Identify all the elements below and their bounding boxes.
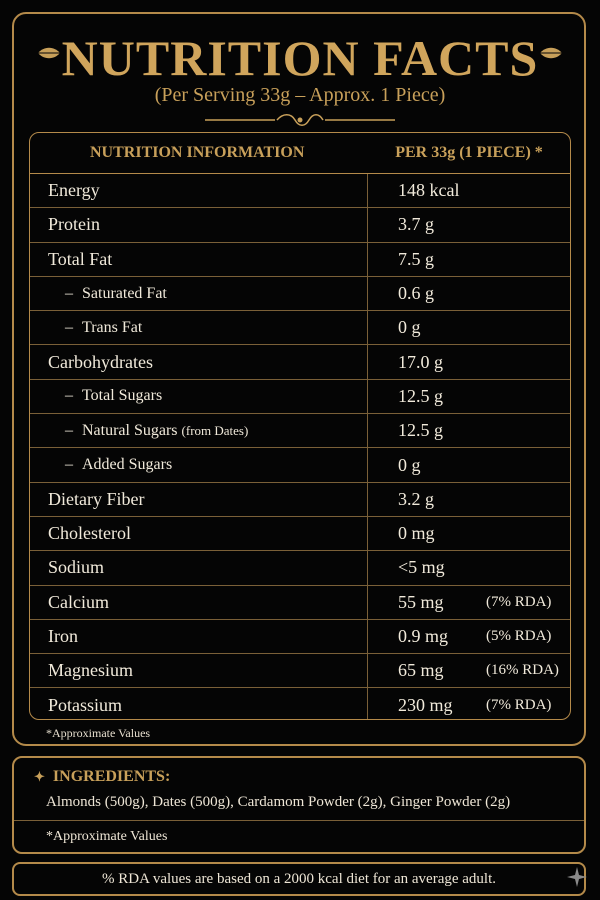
nutrient-value: 148 kcal [398,180,460,201]
table-row [30,620,570,654]
nutrient-name: Saturated Fat [82,284,167,302]
column-header-per-serving: PER 33g (1 PIECE) * [395,144,543,161]
rda-percent: (16% RDA) [486,662,559,679]
table-header [30,133,570,174]
nutrient-value: 0 g [398,317,421,338]
nutrient-value: 7.5 g [398,248,434,269]
ingredients-heading-row [34,768,170,786]
rda-percent: (7% RDA) [486,697,552,714]
nutrient-value: 230 mg [398,695,453,716]
sparkle-icon [566,866,588,888]
table-row: – Added Sugars 0 g [30,448,570,482]
nutrient-name: Protein [48,214,100,235]
nutrient-name: Trans Fat [82,318,143,336]
nutrient-name: Dietary Fiber [48,488,145,509]
nutrient-name: Energy [48,180,100,201]
nutrient-name: Total Fat [48,248,113,269]
ingredients-text: Almonds (500g), Dates (500g), Cardamom Powder (2g), Ginger Powder (2g) [46,794,511,810]
table-footnote: *Approximate Values [46,726,151,740]
rda-note-box [12,862,586,896]
nutrient-value: 12.5 g [398,420,443,441]
nutrient-value: 55 mg [398,591,444,612]
table-row: – Natural Sugars (from Dates) 12.5 g [30,414,570,448]
page-subtitle: (Per Serving 33g – Approx. 1 Piece) [154,84,446,106]
nutrient-value: 3.2 g [398,488,434,509]
nutrient-name: Added Sugars [82,456,173,474]
table-row: – Saturated Fat 0.6 g [30,277,570,311]
rda-percent: (5% RDA) [486,628,552,644]
table-row: – Total Sugars 12.5 g [30,380,570,414]
nutrient-value: 3.7 g [398,214,434,235]
nutrient-name: Natural Sugars [82,421,178,439]
nutrient-value: 0 mg [398,523,435,544]
table-row [30,551,570,585]
star-icon: ✦ [34,769,45,784]
nutrient-value: 0 g [398,454,421,475]
nutrient-value: <5 mg [398,557,445,578]
rda-note: % RDA values are based on a 2000 kcal diet for an average adult. [101,870,497,887]
nutrient-name: Sodium [48,557,105,578]
leaf-ornament-icon [538,44,564,62]
nutrition-table [29,132,571,720]
nutrient-value: 0.9 mg [398,626,449,646]
table-row [30,174,570,208]
nutrient-name: Iron [48,626,78,646]
title-row [0,28,600,88]
table-row [30,688,570,720]
nutrient-name: Carbohydrates [48,351,153,372]
table-row [30,586,570,620]
nutrient-value: 65 mg [398,660,444,681]
column-header-nutrition: NUTRITION INFORMATION [90,144,305,161]
nutrient-name: Total Sugars [82,387,163,405]
scroll-divider-icon [205,110,395,130]
page-title: NUTRITION FACTS [61,30,539,86]
rda-percent: (7% RDA) [486,593,552,610]
nutrient-note: (from Dates) [181,422,249,438]
nutrient-name: Potassium [48,695,123,716]
nutrient-value: 17.0 g [398,351,443,372]
nutrient-name: Magnesium [48,660,133,681]
table-row [30,483,570,517]
table-row [30,654,570,688]
nutrient-name: Cholesterol [48,523,131,544]
table-row [30,243,570,277]
table-row [30,345,570,379]
table-row [30,208,570,242]
divider [14,820,584,821]
table-row [30,517,570,551]
nutrient-name: Calcium [48,591,109,612]
nutrient-value: 0.6 g [398,283,434,304]
ingredients-note: *Approximate Values [46,829,168,844]
nutrient-value: 12.5 g [398,385,443,406]
table-row: – Trans Fat 0 g [30,311,570,345]
ingredients-box [12,756,586,854]
ingredients-heading: INGREDIENTS: [52,768,171,785]
